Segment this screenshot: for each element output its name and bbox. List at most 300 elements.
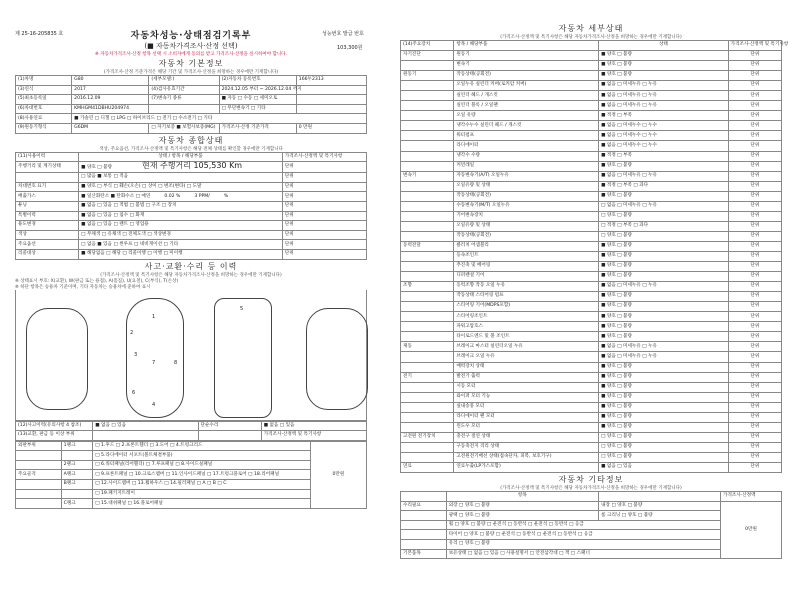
basic-label: (9)원동기형식 xyxy=(16,123,72,133)
status-price: 단위 xyxy=(282,173,366,183)
other-head-price: 가격조사·산정액 xyxy=(721,492,782,502)
emission-reading: % xyxy=(223,193,229,199)
status-row xyxy=(16,201,367,211)
accident-cell: ■ 없음 □ 있음 xyxy=(261,421,366,431)
emission-reading: 3 PPM/ xyxy=(194,193,210,199)
detail-item: 작동상태(공회전) xyxy=(454,231,599,241)
detail-price: 단위 xyxy=(728,191,781,201)
detail-state: ■ 양호 □ 불량 xyxy=(599,382,729,392)
detail-item: 자동변속기(A/T) 오일누유 xyxy=(454,171,599,181)
panel-group: 외판부위 xyxy=(16,441,62,451)
detail-state: ■ 없음 □ 미세누유 □ 누유 xyxy=(599,171,729,181)
detail-item: 충전구 절연 상태 xyxy=(454,432,599,442)
detail-price: 단위 xyxy=(728,452,781,462)
detail-row xyxy=(401,51,782,61)
accident-legend: ※ 상태표시 부호: X(교환), W(판금 또는 용접), A(흠집), U(요철), C(부식), T(손상) xyxy=(15,278,179,284)
status-row xyxy=(16,211,367,221)
panel-items: □ 9.프론트패널 □ 10.크로스멤버 □ 11.인사이드패널 □ 17.트렁크플로어 □ 18.리어패널 xyxy=(93,470,311,480)
status-label: 배출가스 xyxy=(16,192,79,202)
detail-device xyxy=(401,292,454,302)
detail-price: 단위 xyxy=(728,51,781,61)
form-number: 성능번호 발급 번호 xyxy=(322,31,364,37)
detail-row xyxy=(401,141,782,151)
status-price: 단위 xyxy=(282,201,366,211)
basic-value: 166두2313 xyxy=(296,76,366,86)
other-item: 외장 □ 양호 □ 불량 xyxy=(446,501,598,511)
detail-price: 단위 xyxy=(728,251,781,261)
detail-item: 연료누출(LP가스포함) xyxy=(454,462,599,472)
detail-state: ■ 없음 □ 미세누유 □ 누유 xyxy=(599,342,729,352)
detail-item: 시동 모터 xyxy=(454,382,599,392)
detail-row xyxy=(401,61,782,71)
accident-row xyxy=(16,431,367,441)
basic-value: □ 자기보증 ■ 보험사보증(MG) xyxy=(149,123,219,133)
doc-title: 자동차성능·상태점검기록부 xyxy=(130,31,252,41)
accident-title: 사고·교환·수리 등 이력 xyxy=(144,261,238,271)
basic-value: 2017 xyxy=(72,85,149,95)
part-label-7: 7 xyxy=(152,359,156,366)
basic-label: (1)차명 xyxy=(16,76,72,86)
basic-value: 가격조사·산정 기준가격 xyxy=(219,123,296,133)
detail-row xyxy=(401,221,782,231)
detail-state: ■ 양호 □ 불량 xyxy=(599,251,729,261)
detail-price: 단위 xyxy=(728,372,781,382)
detail-item: 구동축전지 격리 상태 xyxy=(454,442,599,452)
accident-cell: ■ 없음 □ 있음 xyxy=(93,421,198,431)
detail-state: ■ 양호 □ 불량 xyxy=(599,362,729,372)
car-side-right-outline xyxy=(306,308,368,410)
status-label: 주행거리 및 계기상태 xyxy=(16,162,79,173)
detail-item: 수동변속기(M/T) 오일누유 xyxy=(454,201,599,211)
detail-item: 실내송풍 모터 xyxy=(454,402,599,412)
status-row xyxy=(16,182,367,192)
detail-row xyxy=(401,342,782,352)
detail-price: 단위 xyxy=(728,181,781,191)
detail-row xyxy=(401,432,782,442)
detail-device xyxy=(401,201,454,211)
detail-item: 작동상태(공회전) xyxy=(454,71,599,81)
detail-state: ■ 없음 □ 미세누유 □ 누유 xyxy=(599,352,729,362)
detail-price: 단위 xyxy=(728,332,781,342)
status-price: 단위 xyxy=(282,211,366,221)
status-price: 단위 xyxy=(282,221,366,231)
detail-state: □ 양호 □ 불량 xyxy=(599,211,729,221)
detail-state: ■ 양호 □ 불량 xyxy=(599,302,729,312)
detail-price: 단위 xyxy=(728,61,781,71)
detail-state: ■ 양호 □ 불량 xyxy=(599,262,729,272)
other-group xyxy=(401,530,447,540)
detail-row xyxy=(401,442,782,452)
detail-row xyxy=(401,302,782,312)
basic-value: G6DM xyxy=(72,123,149,133)
detail-item: 브레이크 마스터 실린더오일 누유 xyxy=(454,342,599,352)
detail-row xyxy=(401,422,782,432)
basic-value: 2016.12.09 xyxy=(72,95,149,105)
detail-device xyxy=(401,101,454,111)
detail-price: 단위 xyxy=(728,101,781,111)
doc-warning: ※ 자동차가격조사·산정 항목 선택 시 소비자에게 동의를 받고 가격조사·산정을 실시하여야 합니다. xyxy=(95,52,287,57)
detail-state: ■ 양호 □ 불량 xyxy=(599,71,729,81)
detail-row xyxy=(401,322,782,332)
detail-item: 고전원전기배선 상태(접속단자, 피복, 보호기구) xyxy=(454,452,599,462)
status-price: 단위 xyxy=(282,240,366,250)
detail-price: 단위 xyxy=(728,312,781,322)
inspection-price: 103,300원 xyxy=(337,45,363,51)
detail-item: 발전기 출력 xyxy=(454,372,599,382)
detail-row xyxy=(401,262,782,272)
detail-device: 자기진단 xyxy=(401,51,454,61)
detail-device xyxy=(401,131,454,141)
detail-price: 단위 xyxy=(728,352,781,362)
detail-item: 브레이크 오일 누유 xyxy=(454,352,599,362)
detail-price: 단위 xyxy=(728,402,781,412)
status-row xyxy=(16,173,367,183)
detail-device xyxy=(401,91,454,101)
detail-device xyxy=(401,442,454,452)
status-price: 단위 xyxy=(282,230,366,240)
detail-item: 오일누유 실린더 커버(로커암 커버) xyxy=(454,81,599,91)
detail-item: 작동상태 스티어링 펌프 xyxy=(454,292,599,302)
detail-row xyxy=(401,462,782,472)
status-price: 단위 xyxy=(282,249,366,259)
detail-item: 오일 유량 xyxy=(454,111,599,121)
panel-group xyxy=(16,460,62,470)
status-label: 주요옵션 xyxy=(16,240,79,250)
panel-rank: 2랭크 xyxy=(61,460,93,470)
detail-item: 실린더 블록 / 오일팬 xyxy=(454,101,599,111)
basic-label: (8)사용연료 xyxy=(16,114,72,124)
detail-head-price: 가격조사·산정액 및 특기사항 xyxy=(728,41,781,51)
detail-state: ■ 양호 □ 불량 xyxy=(599,392,729,402)
detail-device: 변속기 xyxy=(401,171,454,181)
status-row xyxy=(16,221,367,231)
basic-info-row xyxy=(16,85,367,95)
detail-row xyxy=(401,362,782,372)
detail-price: 단위 xyxy=(728,201,781,211)
accident-note: (가격조사·산정액 및 특기사항은 해당 자동차가격조사·산정을 희망하는 경우에만 기재합니다) xyxy=(100,272,282,278)
basic-value: G80 xyxy=(72,76,149,86)
basic-info-row xyxy=(16,123,367,133)
part-label-3: 3 xyxy=(134,351,138,358)
detail-state: ■ 없음 □ 미세누유 □ 누유 xyxy=(599,282,729,292)
panel-items: □ 15.대쉬패널 □ 16.플로어패널 xyxy=(93,499,311,509)
detail-state: ■ 없음 □ 미세누수 □ 누수 xyxy=(599,141,729,151)
panel-rank xyxy=(61,451,93,461)
detail-row xyxy=(401,91,782,101)
detail-item: 변속기 xyxy=(454,61,599,71)
part-label-4: 4 xyxy=(152,401,156,408)
detail-state: ■ 양호 □ 불량 xyxy=(599,412,729,422)
detail-item: 추진축 및 베어링 xyxy=(454,262,599,272)
detail-state: ■ 양호 □ 불량 xyxy=(599,312,729,322)
detail-state: □ 적정 □ 부족 □ 과다 xyxy=(599,221,729,231)
detail-device xyxy=(401,61,454,71)
detail-device xyxy=(401,161,454,171)
status-row xyxy=(16,192,367,202)
detail-row xyxy=(401,251,782,261)
status-head-state: 상태 / 항목 / 해당부품 xyxy=(79,152,283,162)
detail-row xyxy=(401,181,782,191)
detail-price: 단위 xyxy=(728,81,781,91)
status-label xyxy=(16,173,79,183)
detail-state: □ 양호 □ 불량 xyxy=(599,442,729,452)
detail-device xyxy=(401,362,454,372)
status-head-history: (11)사용이력 xyxy=(16,152,79,162)
panel-group xyxy=(16,499,62,509)
panel-items: □ 6.쿼터패널(리어휀더) □ 7.루프패널 □ 8.사이드실패널 xyxy=(93,460,311,470)
detail-price: 단위 xyxy=(728,241,781,251)
other-item: 보유상태 □ 없음 □ 있음 □ 사용설명서 □ 안전삼각대 □ 잭 □ 스패너 xyxy=(446,549,720,559)
other-group xyxy=(401,539,447,549)
other-row xyxy=(401,501,782,511)
other-info-note: (가격조사·산정액 및 특기사항은 해당 자동차가격조사·산정을 희망하는 경우에만 기재합니다) xyxy=(500,486,682,492)
status-value: ■ 없음 □ 있음 □ 적법 □ 불법 □ 구조 □ 장치 xyxy=(79,201,283,211)
detail-state: ■ 양호 □ 불량 xyxy=(599,272,729,282)
basic-value: 2024.12.05 부터 ~ 2026.12.04 까지 xyxy=(219,85,296,95)
basic-value xyxy=(296,95,366,105)
accident-cell: 단순수리 xyxy=(198,421,261,431)
detail-price: 단위 xyxy=(728,392,781,402)
other-group: 기본품목 xyxy=(401,549,447,559)
detail-row xyxy=(401,211,782,221)
panel-rank: C랭크 xyxy=(61,499,93,509)
detail-item: 타이로드엔드 및 볼 조인트 xyxy=(454,332,599,342)
detail-state: ■ 없음 □ 미세누수 □ 누수 xyxy=(599,121,729,131)
panel-items: □ 5.라디에이터 서포트(볼트체결부품) xyxy=(93,451,311,461)
detail-item: 원동기 xyxy=(454,51,599,61)
detail-state: ■ 없음 □ 미세누수 □ 누수 xyxy=(599,131,729,141)
detail-price: 단위 xyxy=(728,171,781,181)
detail-state: ■ 양호 □ 불량 xyxy=(599,372,729,382)
detail-row xyxy=(401,372,782,382)
detail-price: 단위 xyxy=(728,282,781,292)
detail-device xyxy=(401,111,454,121)
status-row xyxy=(16,240,367,250)
detail-price: 단위 xyxy=(728,302,781,312)
other-group xyxy=(401,511,447,521)
detail-state: ■ 양호 □ 불량 xyxy=(599,61,729,71)
detail-price: 단위 xyxy=(728,141,781,151)
detail-state: ■ 양호 □ 불량 xyxy=(599,332,729,342)
detail-price: 단위 xyxy=(728,131,781,141)
panel-rank xyxy=(61,489,93,499)
detail-device xyxy=(401,302,454,312)
detail-state: □ 양호 □ 불량 xyxy=(599,231,729,241)
detail-item: 워터펌프 xyxy=(454,131,599,141)
detail-price: 단위 xyxy=(728,272,781,282)
detail-item: 기어변속장치 xyxy=(454,211,599,221)
panel-group xyxy=(16,451,62,461)
detail-row xyxy=(401,111,782,121)
panel-group xyxy=(16,480,62,490)
basic-info-row xyxy=(16,95,367,105)
detail-item: 파워고압호스 xyxy=(454,322,599,332)
other-item: 휠 □ 양호 □ 불량 □ 운전석 □ 동반석 □ 운전석 □ 동반석 □ 응급 xyxy=(446,520,720,530)
accident-cell: (12)사고이력(유의사항 4 참조) xyxy=(16,421,93,431)
other-head-blank2 xyxy=(599,492,721,502)
detail-row xyxy=(401,412,782,422)
detail-item: 라디에이터 팬 모터 xyxy=(454,412,599,422)
status-value: ■ 없음 □ 있음 □ 렌트 □ 영업용 xyxy=(79,221,283,231)
detail-item: 작동상태(공회전) xyxy=(454,191,599,201)
detail-state: ■ 없음 □ 미세누유 □ 누유 xyxy=(599,101,729,111)
detail-price: 단위 xyxy=(728,71,781,81)
detail-price: 단위 xyxy=(728,462,781,472)
detail-row xyxy=(401,81,782,91)
accident-cell xyxy=(93,431,198,441)
status-value-text: ■ 양호 □ 불량 xyxy=(81,165,112,171)
detail-state: ■ 없음 □ 미세누유 □ 누유 xyxy=(599,81,729,91)
detail-row xyxy=(401,171,782,181)
left-page xyxy=(15,28,367,509)
part-label-6: 6 xyxy=(132,389,136,396)
basic-info-table xyxy=(15,75,367,134)
detail-row xyxy=(401,101,782,111)
detail-price: 단위 xyxy=(728,382,781,392)
accident-table xyxy=(15,421,367,441)
vehicle-diagram xyxy=(15,290,367,421)
detail-device xyxy=(401,221,454,231)
detail-device xyxy=(401,151,454,161)
panel-group xyxy=(16,489,62,499)
detail-row xyxy=(401,382,782,392)
status-note: 색상, 주요옵션, 가격조사·산정액 및 특기사항은 해당 전체 상태를 확인할 경우에만 기재합니다 xyxy=(99,146,283,152)
detail-item: 스티어링 기어(MDPS포함) xyxy=(454,302,599,312)
detail-row xyxy=(401,151,782,161)
detail-head-state: 상태 xyxy=(599,41,729,51)
detail-note: (가격조사·산정액 및 특기사항은 해당 자동차가격조사·산정을 희망하는 경우에만 기재합니다) xyxy=(500,35,682,40)
detail-state: ■ 없음 □ 있음 xyxy=(599,462,729,472)
basic-value xyxy=(149,104,219,114)
other-info-title: 자동차 기타정보 xyxy=(558,475,624,485)
basic-label: (5)최초등록일 xyxy=(16,95,72,105)
basic-label: (3)연식 xyxy=(16,85,72,95)
status-value: ■ 없음 □ 있음 □ 침수 □ 화재 xyxy=(79,211,283,221)
detail-item: 스티어링조인트 xyxy=(454,312,599,322)
other-item: 타이어 □ 양호 □ 불량 □ 운전석 □ 동반석 □ 운전석 □ 동반석 □ 응급 xyxy=(446,530,720,540)
part-label-5: 5 xyxy=(240,305,244,312)
detail-item: 윈도우 모터 xyxy=(454,422,599,432)
other-head-blank xyxy=(401,492,447,502)
emission-options: ■ 일산화탄소 ■ 탄화수소 □ 매연 xyxy=(81,193,151,199)
status-price: 단위 xyxy=(282,162,366,173)
detail-device xyxy=(401,181,454,191)
detail-row xyxy=(401,131,782,141)
detail-device xyxy=(401,352,454,362)
detail-price: 단위 xyxy=(728,111,781,121)
detail-state: □ 양호 □ 불량 xyxy=(599,432,729,442)
emission-reading: 0.02 % xyxy=(164,193,181,199)
detail-device xyxy=(401,251,454,261)
detail-state: ■ 양호 □ 불량 xyxy=(599,402,729,412)
detail-device xyxy=(401,382,454,392)
detail-price: 단위 xyxy=(728,322,781,332)
detail-price: 단위 xyxy=(728,412,781,422)
detail-row xyxy=(401,241,782,251)
basic-value: (7)변속기 종류 xyxy=(149,95,219,105)
detail-price: 단위 xyxy=(728,231,781,241)
detail-price: 단위 xyxy=(728,121,781,131)
panel-items: □ 12.사이드멤버 □ 13.휠하우스 □ 14.필러패널 □ A □ B □ C xyxy=(93,480,311,490)
panel-group: 주요골격 xyxy=(16,470,62,480)
other-item: 유리 □ 양호 □ 불량 xyxy=(446,539,720,549)
other-group: 수리필요 xyxy=(401,501,447,511)
detail-head-device: (14)주요장치 xyxy=(401,41,454,51)
detail-device xyxy=(401,332,454,342)
detail-price: 단위 xyxy=(728,362,781,372)
detail-state: ■ 적정 □ 부족 □ 과다 xyxy=(599,181,729,191)
detail-row xyxy=(401,191,782,201)
detail-device xyxy=(401,412,454,422)
status-label: 튜닝 xyxy=(16,201,79,211)
detail-table xyxy=(400,40,789,473)
detail-head-item: 항목 / 해당부품 xyxy=(454,41,599,51)
detail-price: 단위 xyxy=(728,422,781,432)
status-label: 특별이력 xyxy=(16,211,79,221)
other-item: 광택 □ 양호 □ 불량 xyxy=(446,511,598,521)
detail-price: 단위 xyxy=(728,432,781,442)
other-head-item: 항목 xyxy=(446,492,598,502)
detail-row xyxy=(401,161,782,171)
detail-device xyxy=(401,312,454,322)
detail-item: 동력조향 작동 오일 누유 xyxy=(454,282,599,292)
detail-price: 단위 xyxy=(728,161,781,171)
detail-device xyxy=(401,272,454,282)
basic-info-title: 자동차 기본정보 xyxy=(158,59,224,68)
detail-price: 단위 xyxy=(728,221,781,231)
detail-price: 단위 xyxy=(728,91,781,101)
detail-state: ■ 양호 □ 불량 xyxy=(599,322,729,332)
basic-value: KMHGM41DBHU204974 xyxy=(72,104,149,114)
other-group xyxy=(401,520,447,530)
detail-device xyxy=(401,121,454,131)
detail-row xyxy=(401,121,782,131)
panel-rank: 1랭크 xyxy=(61,441,93,451)
status-value: □ 많음 ■ 보통 □ 적음 xyxy=(79,173,283,183)
panel-items: □ 1.후드 □ 2.프론트휀더 □ 3.도어 □ 4.트렁크리드 xyxy=(93,441,311,451)
detail-price: 단위 xyxy=(728,342,781,352)
basic-info-row xyxy=(16,114,367,124)
detail-item: 라디에이터 xyxy=(454,141,599,151)
basic-label: (6)차대번호 xyxy=(16,104,72,114)
detail-row xyxy=(401,282,782,292)
status-value: ■ 양호 □ 부식 □ 훼손(오손) □ 상이 □ 변조(변타) □ 도말 xyxy=(79,182,283,192)
status-label: 리콜대상 xyxy=(16,249,79,259)
detail-device xyxy=(401,141,454,151)
detail-price: 단위 xyxy=(728,292,781,302)
status-label: 색상 xyxy=(16,230,79,240)
basic-value: (2)자동차 등록번호 xyxy=(219,76,296,86)
detail-item: 디퍼렌셜 기어 xyxy=(454,272,599,282)
detail-row xyxy=(401,292,782,302)
car-side-left-outline xyxy=(26,308,88,410)
basic-info-row xyxy=(16,104,367,114)
detail-device: 고전원 전기장치 xyxy=(401,432,454,442)
basic-info-row xyxy=(16,76,367,86)
detail-state: ■ 양호 □ 불량 xyxy=(599,292,729,302)
right-page xyxy=(400,22,789,559)
detail-state: ■ 없음 □ 미세누유 □ 누유 xyxy=(599,91,729,101)
part-label-1: 1 xyxy=(152,313,156,320)
detail-state: ■ 양호 □ 불량 xyxy=(599,191,729,201)
panel-price: 0만원 xyxy=(310,441,366,508)
detail-row xyxy=(401,402,782,412)
detail-item: 실린더 헤드 / 개스킷 xyxy=(454,91,599,101)
other-price: 0만원 xyxy=(721,501,782,559)
basic-value: (4)검사유효기간 xyxy=(149,85,219,95)
detail-device: 제동 xyxy=(401,342,454,352)
detail-device xyxy=(401,191,454,201)
